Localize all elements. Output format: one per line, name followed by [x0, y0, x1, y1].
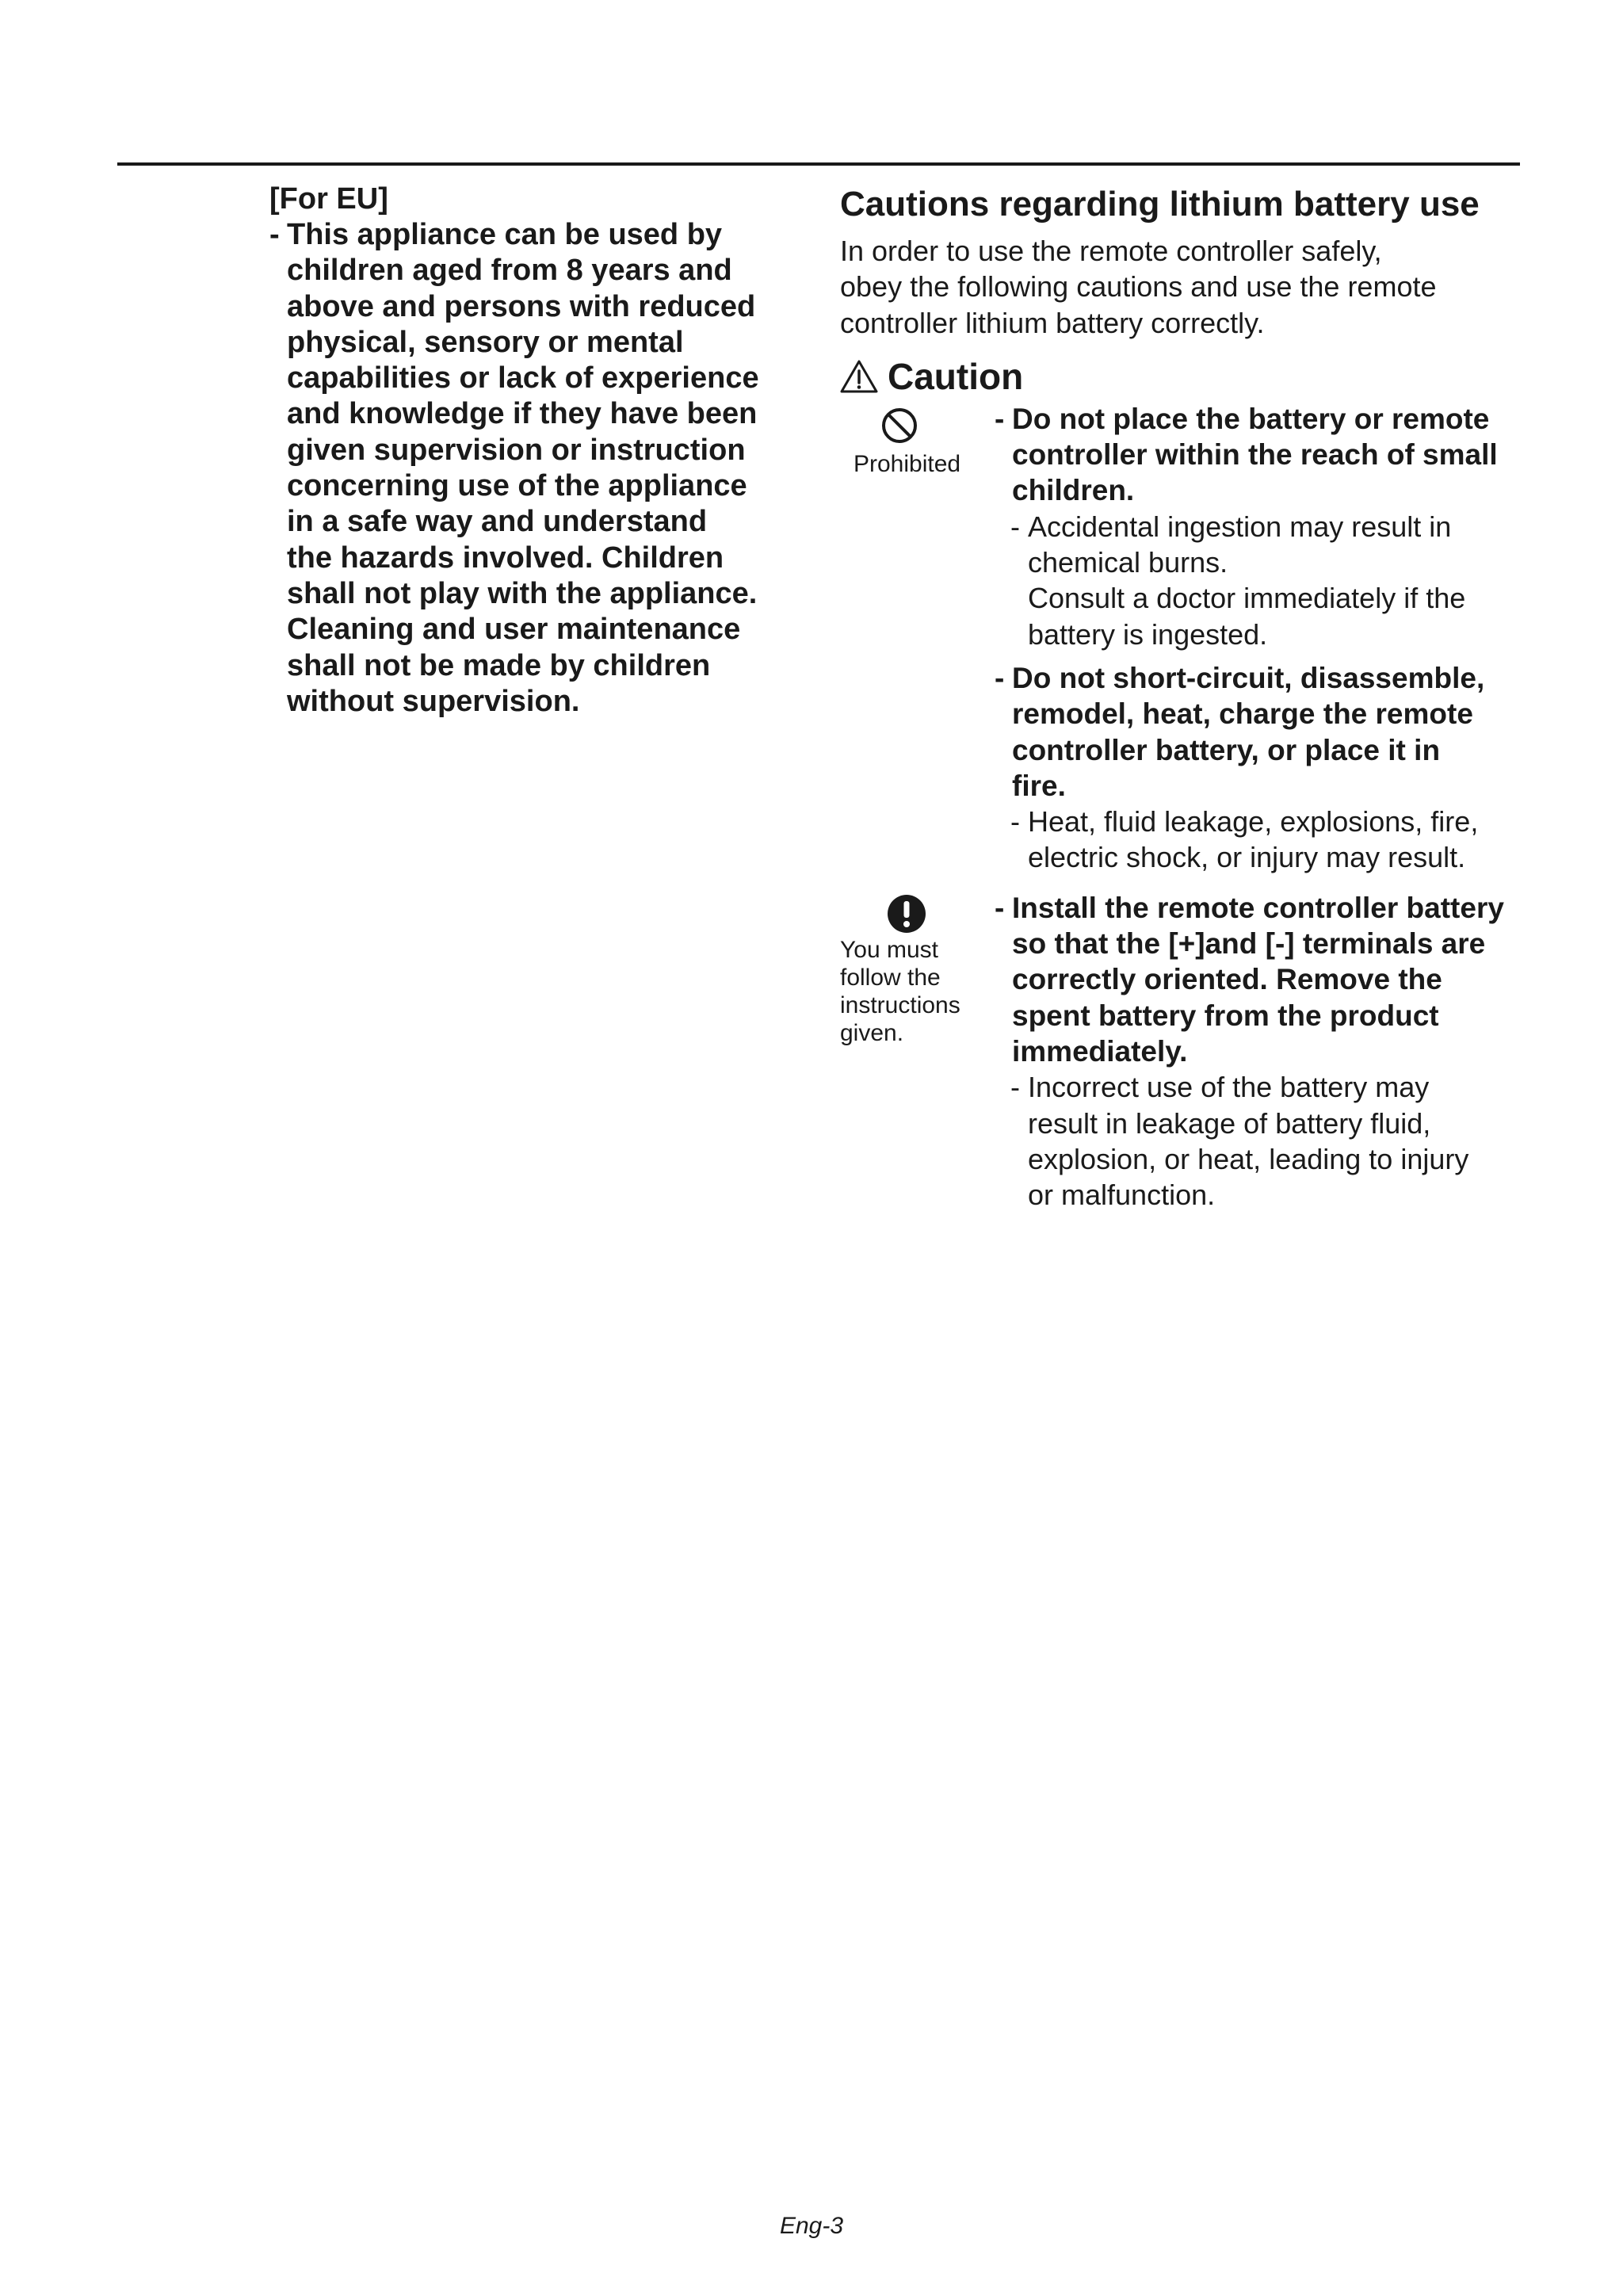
- intro-line: obey the following cautions and use the remote: [840, 270, 1437, 304]
- caution-item-line: spent battery from the product: [1012, 999, 1439, 1032]
- caution-item-line: remodel, heat, charge the remote: [1012, 697, 1473, 731]
- eu-bullet-line: given supervision or instruction: [287, 433, 746, 467]
- caution-heading: [840, 352, 1522, 401]
- must-follow-block: [840, 890, 1522, 1213]
- caution-item-1: [995, 401, 1526, 509]
- caption-line: You must: [840, 936, 938, 963]
- eu-bullet-line: without supervision.: [287, 684, 580, 718]
- prohibited-content: [995, 401, 1526, 876]
- prohibited-block: [840, 401, 1522, 876]
- caption-line: given.: [840, 1019, 904, 1046]
- caption-line: instructions: [840, 991, 960, 1018]
- left-column: [269, 181, 777, 720]
- intro-line: controller lithium battery correctly.: [840, 306, 1265, 339]
- caution-item-3: [995, 890, 1526, 1069]
- detail-line: Consult a doctor immediately if the: [1028, 582, 1466, 615]
- caution-item-line: Do not place the battery or remote: [1012, 402, 1490, 435]
- caution-item-line: children.: [1012, 474, 1135, 507]
- caution-item-line: so that the [+]and [-] terminals are: [1012, 927, 1486, 961]
- detail-line: electric shock, or injury may result.: [1028, 841, 1466, 874]
- intro-line: In order to use the remote controller safely,: [840, 235, 1382, 267]
- caution-label: Caution: [888, 355, 1024, 397]
- eu-heading: [For EU]: [269, 182, 388, 216]
- bullet-dash: -: [995, 891, 1005, 924]
- eu-bullet-line: above and persons with reduced: [287, 289, 756, 323]
- prohibited-caption: Prohibited: [854, 450, 961, 477]
- eu-bullet-line: the hazards involved. Children: [287, 541, 724, 575]
- page-number: Eng-3: [779, 2213, 844, 2239]
- eu-bullet-line: shall not play with the appliance.: [287, 576, 758, 610]
- eu-bullet-line: This appliance can be used by: [287, 218, 723, 251]
- caution-item-1-detail: [995, 509, 1526, 581]
- detail-line: explosion, or heat, leading to injury: [1028, 1142, 1469, 1175]
- bullet-dash: -: [995, 402, 1005, 435]
- bullet-dash: -: [995, 661, 1005, 694]
- detail-line: or malfunction.: [1028, 1179, 1216, 1212]
- eu-bullet-line: children aged from 8 years and: [287, 254, 732, 288]
- eu-bullet-line: in a safe way and understand: [287, 505, 708, 539]
- caution-item-line: immediately.: [1012, 1034, 1188, 1068]
- prohibited-icon: [880, 406, 919, 445]
- right-column: [840, 181, 1522, 1213]
- detail-line: Incorrect use of the battery may: [1028, 1071, 1430, 1104]
- prohibited-icon-column: [840, 401, 975, 478]
- caution-item-line: Do not short-circuit, disassemble,: [1012, 661, 1485, 694]
- caution-item-line: controller within the reach of small: [1012, 438, 1498, 472]
- eu-bullet-line: physical, sensory or mental: [287, 325, 684, 359]
- must-follow-icon-column: [840, 890, 975, 1047]
- bullet-dash: -: [1010, 805, 1020, 839]
- caution-item-2: [995, 660, 1526, 804]
- eu-bullet-line: Cleaning and user maintenance: [287, 613, 741, 647]
- section-title: Cautions regarding lithium battery use: [840, 185, 1480, 223]
- must-follow-content: [995, 890, 1526, 1213]
- intro-paragraph: [840, 233, 1490, 341]
- bullet-dash: -: [1010, 1071, 1020, 1104]
- caution-item-line: fire.: [1012, 769, 1066, 802]
- caution-item-3-detail: [995, 1069, 1526, 1213]
- detail-line: chemical burns.: [1028, 546, 1228, 579]
- top-rule: [117, 162, 1520, 166]
- detail-line: Heat, fluid leakage, explosions, fire,: [1028, 805, 1479, 839]
- caution-item-line: Install the remote controller battery: [1012, 891, 1504, 924]
- eu-bullet-line: capabilities or lack of experience: [287, 361, 759, 395]
- eu-bullet-line: concerning use of the appliance: [287, 469, 747, 503]
- detail-line: result in leakage of battery fluid,: [1028, 1106, 1431, 1140]
- eu-bullet-line: and knowledge if they have been: [287, 397, 758, 431]
- eu-bullet: [269, 217, 777, 720]
- exclamation-icon: [886, 893, 927, 934]
- detail-line: battery is ingested.: [1028, 617, 1268, 651]
- bullet-dash: -: [269, 218, 280, 251]
- caution-item-1-detail-cont: [995, 580, 1526, 652]
- caption-line: follow the: [840, 964, 941, 991]
- caution-item-line: controller battery, or place it in: [1012, 733, 1441, 766]
- warning-triangle-icon: [840, 359, 878, 394]
- detail-line: Accidental ingestion may result in: [1028, 510, 1452, 543]
- must-follow-caption: [840, 936, 975, 1047]
- eu-bullet-line: shall not be made by children: [287, 648, 711, 682]
- bullet-dash: -: [1010, 510, 1020, 543]
- caution-item-2-detail: [995, 804, 1526, 876]
- caution-item-line: correctly oriented. Remove the: [1012, 963, 1442, 996]
